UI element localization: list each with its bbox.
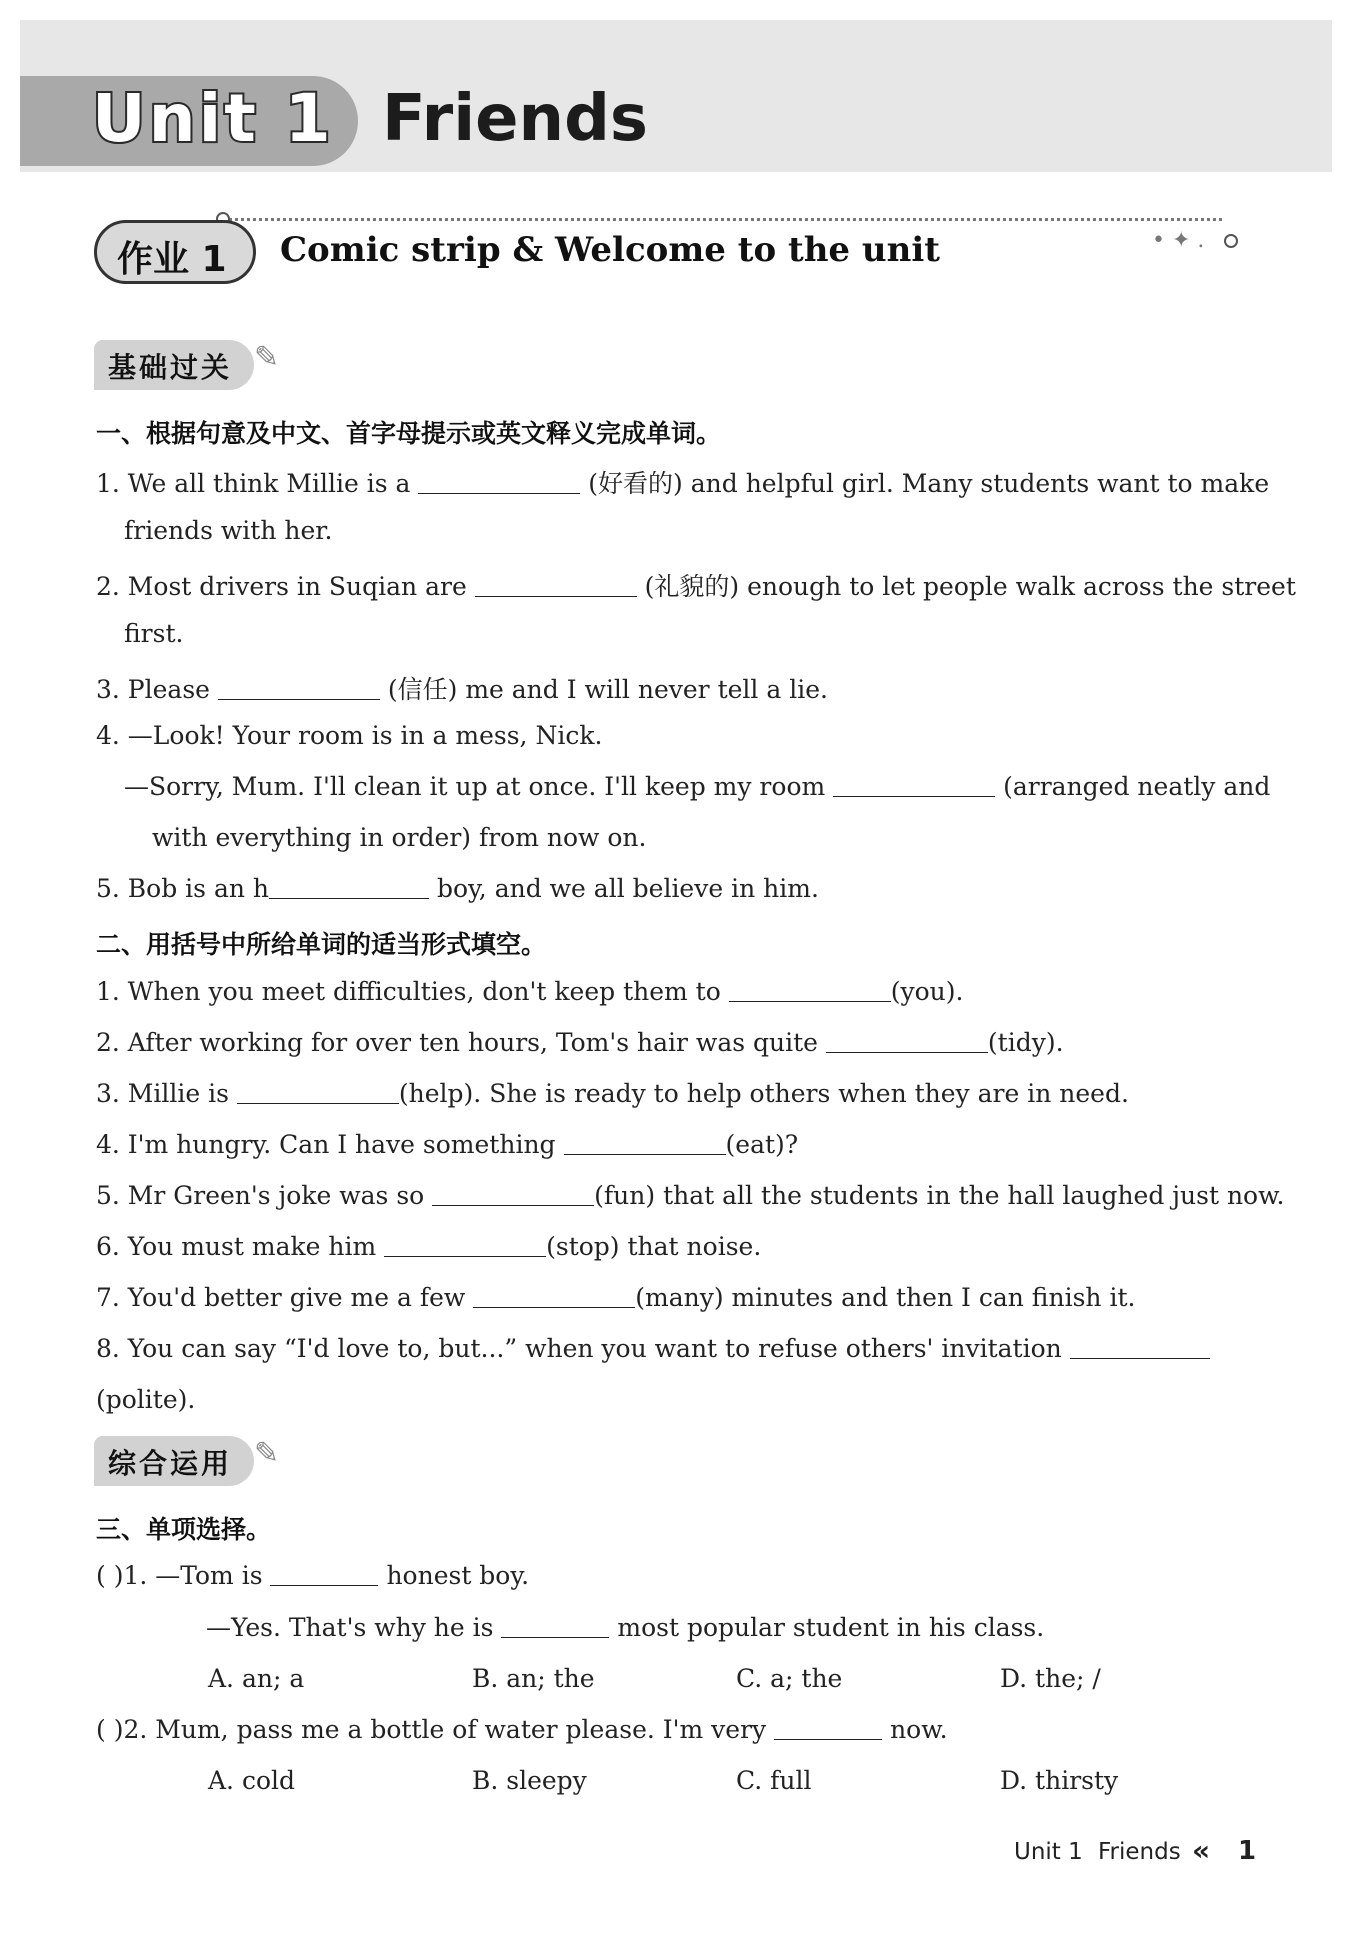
lesson-title: Comic strip & Welcome to the unit <box>280 230 940 270</box>
p2-q2-text-b: (tidy). <box>987 1028 1064 1057</box>
p2-q6-text-b: (stop) that noise. <box>546 1232 762 1261</box>
answer-blank[interactable] <box>774 1717 882 1740</box>
footer-unit: Unit 1 <box>1014 1839 1083 1865</box>
p1-q5-line <box>96 874 819 903</box>
p1-q3-text-b: (信任) me and I will never tell a lie. <box>387 675 828 704</box>
p2-q7-text-a: 7. You'd better give me a few <box>96 1283 466 1312</box>
p1-q1-line1 <box>96 464 1269 500</box>
option-c[interactable]: C. full <box>736 1766 812 1795</box>
p3-q1-line2 <box>206 1613 1044 1642</box>
sparkle-icon: • ✦ . <box>1152 228 1205 253</box>
part3-heading: 三、单项选择。 <box>96 1515 272 1544</box>
ring-right-icon <box>1224 234 1238 248</box>
p2-q3-line <box>96 1079 1129 1108</box>
pencil-icon: ✎ <box>254 340 280 375</box>
p1-q1-text-b: (好看的) and helpful girl. Many students want to make <box>588 469 1270 498</box>
answer-blank[interactable] <box>269 876 429 899</box>
option-a[interactable]: A. cold <box>208 1766 295 1795</box>
p2-q8-line2: (polite). <box>96 1385 196 1414</box>
p2-q5-text-b: (fun) that all the students in the hall laughed just now. <box>594 1181 1285 1210</box>
answer-blank[interactable] <box>473 1285 635 1308</box>
p2-q1-line <box>96 977 963 1006</box>
p1-q4-line3: with everything in order) from now on. <box>152 823 647 852</box>
answer-blank[interactable] <box>270 1563 378 1586</box>
p1-q3-line <box>96 670 828 706</box>
part2-heading: 二、用括号中所给单词的适当形式填空。 <box>96 930 547 959</box>
p2-q1-text-a: 1. When you meet difficulties, don't keep them to <box>96 977 721 1006</box>
double-chevron-icon: « <box>1192 1834 1211 1867</box>
part1-heading: 一、根据句意及中文、首字母提示或英文释义完成单词。 <box>96 419 722 448</box>
p1-q1-line2: friends with her. <box>124 516 333 545</box>
unit-banner <box>20 20 1332 172</box>
p3-q1-text-d: most popular student in his class. <box>617 1613 1045 1642</box>
answer-paren[interactable]: ( ) <box>96 1715 124 1744</box>
option-a[interactable]: A. an; a <box>208 1664 305 1693</box>
p2-q8-line1 <box>96 1334 1210 1363</box>
p1-q4-line2 <box>124 772 1270 801</box>
option-b[interactable]: B. sleepy <box>472 1766 587 1795</box>
footer-title: Friends <box>1098 1839 1181 1865</box>
answer-blank[interactable] <box>564 1132 726 1155</box>
p1-q1-text-a: 1. We all think Millie is a <box>96 469 411 498</box>
p2-q5-text-a: 5. Mr Green's joke was so <box>96 1181 425 1210</box>
answer-blank[interactable] <box>237 1081 399 1104</box>
p2-q4-text-b: (eat)? <box>725 1130 799 1159</box>
p2-q6-line <box>96 1232 761 1261</box>
p1-q2-text-a: 2. Most drivers in Suqian are <box>96 572 467 601</box>
p3-q1-text-a: 1. —Tom is <box>123 1561 263 1590</box>
p2-q3-text-b: (help). She is ready to help others when they are in need. <box>398 1079 1129 1108</box>
answer-blank[interactable] <box>1070 1336 1210 1359</box>
option-b[interactable]: B. an; the <box>472 1664 595 1693</box>
p2-q3-text-a: 3. Millie is <box>96 1079 229 1108</box>
option-d[interactable]: D. the; / <box>1000 1664 1101 1693</box>
unit-title: Friends <box>382 82 648 156</box>
p1-q2-line2: first. <box>124 619 184 648</box>
p1-q4-text-b: —Sorry, Mum. I'll clean it up at once. I'll keep my room <box>124 772 826 801</box>
answer-blank[interactable] <box>432 1183 594 1206</box>
p1-q5-text-a: 5. Bob is an h <box>96 874 269 903</box>
answer-blank[interactable] <box>384 1234 546 1257</box>
p2-q1-text-b: (you). <box>890 977 964 1006</box>
p3-q2-text-b: now. <box>890 1715 948 1744</box>
dotted-rule <box>222 218 1222 221</box>
p2-q6-text-a: 6. You must make him <box>96 1232 377 1261</box>
answer-blank[interactable] <box>418 471 580 494</box>
option-c[interactable]: C. a; the <box>736 1664 843 1693</box>
option-d[interactable]: D. thirsty <box>1000 1766 1119 1795</box>
answer-paren[interactable]: ( ) <box>96 1561 124 1590</box>
p3-q1-text-b: honest boy. <box>386 1561 530 1590</box>
answer-blank[interactable] <box>833 774 995 797</box>
p1-q4-text-c: (arranged neatly and <box>1003 772 1271 801</box>
p1-q3-text-a: 3. Please <box>96 675 210 704</box>
p2-q7-text-b: (many) minutes and then I can finish it. <box>635 1283 1136 1312</box>
pencil-icon: ✎ <box>254 1436 280 1471</box>
section-tag-basic: 基础过关 <box>94 340 254 390</box>
p1-q4-line1: 4. —Look! Your room is in a mess, Nick. <box>96 721 603 750</box>
p3-q1-text-c: —Yes. That's why he is <box>206 1613 494 1642</box>
unit-label: Unit 1 <box>92 80 334 157</box>
p2-q5-line <box>96 1181 1285 1210</box>
p2-q8-text-a: 8. You can say “I'd love to, but...” when you want to refuse others' invitation <box>96 1334 1062 1363</box>
answer-blank[interactable] <box>475 574 637 597</box>
p2-q7-line <box>96 1283 1135 1312</box>
lesson-tab <box>94 220 256 284</box>
p3-q1-line1 <box>96 1561 529 1590</box>
answer-blank[interactable] <box>729 979 891 1002</box>
answer-blank[interactable] <box>501 1615 609 1638</box>
answer-blank[interactable] <box>218 677 380 700</box>
p2-q4-text-a: 4. I'm hungry. Can I have something <box>96 1130 556 1159</box>
p2-q2-text-a: 2. After working for over ten hours, Tom's hair was quite <box>96 1028 818 1057</box>
p1-q2-line1 <box>96 567 1296 603</box>
p3-q2-line <box>96 1715 948 1744</box>
page-number: 1 <box>1238 1836 1257 1866</box>
p1-q5-text-b: boy, and we all believe in him. <box>436 874 819 903</box>
answer-blank[interactable] <box>826 1030 988 1053</box>
lesson-tab-label: 作业 1 <box>117 239 227 280</box>
p3-q2-text-a: 2. Mum, pass me a bottle of water please. I'm very <box>123 1715 767 1744</box>
p1-q2-text-b: (礼貌的) enough to let people walk across the street <box>644 572 1296 601</box>
p2-q2-line <box>96 1028 1064 1057</box>
section-tag-integrated: 综合运用 <box>94 1436 254 1486</box>
p2-q4-line <box>96 1130 798 1159</box>
